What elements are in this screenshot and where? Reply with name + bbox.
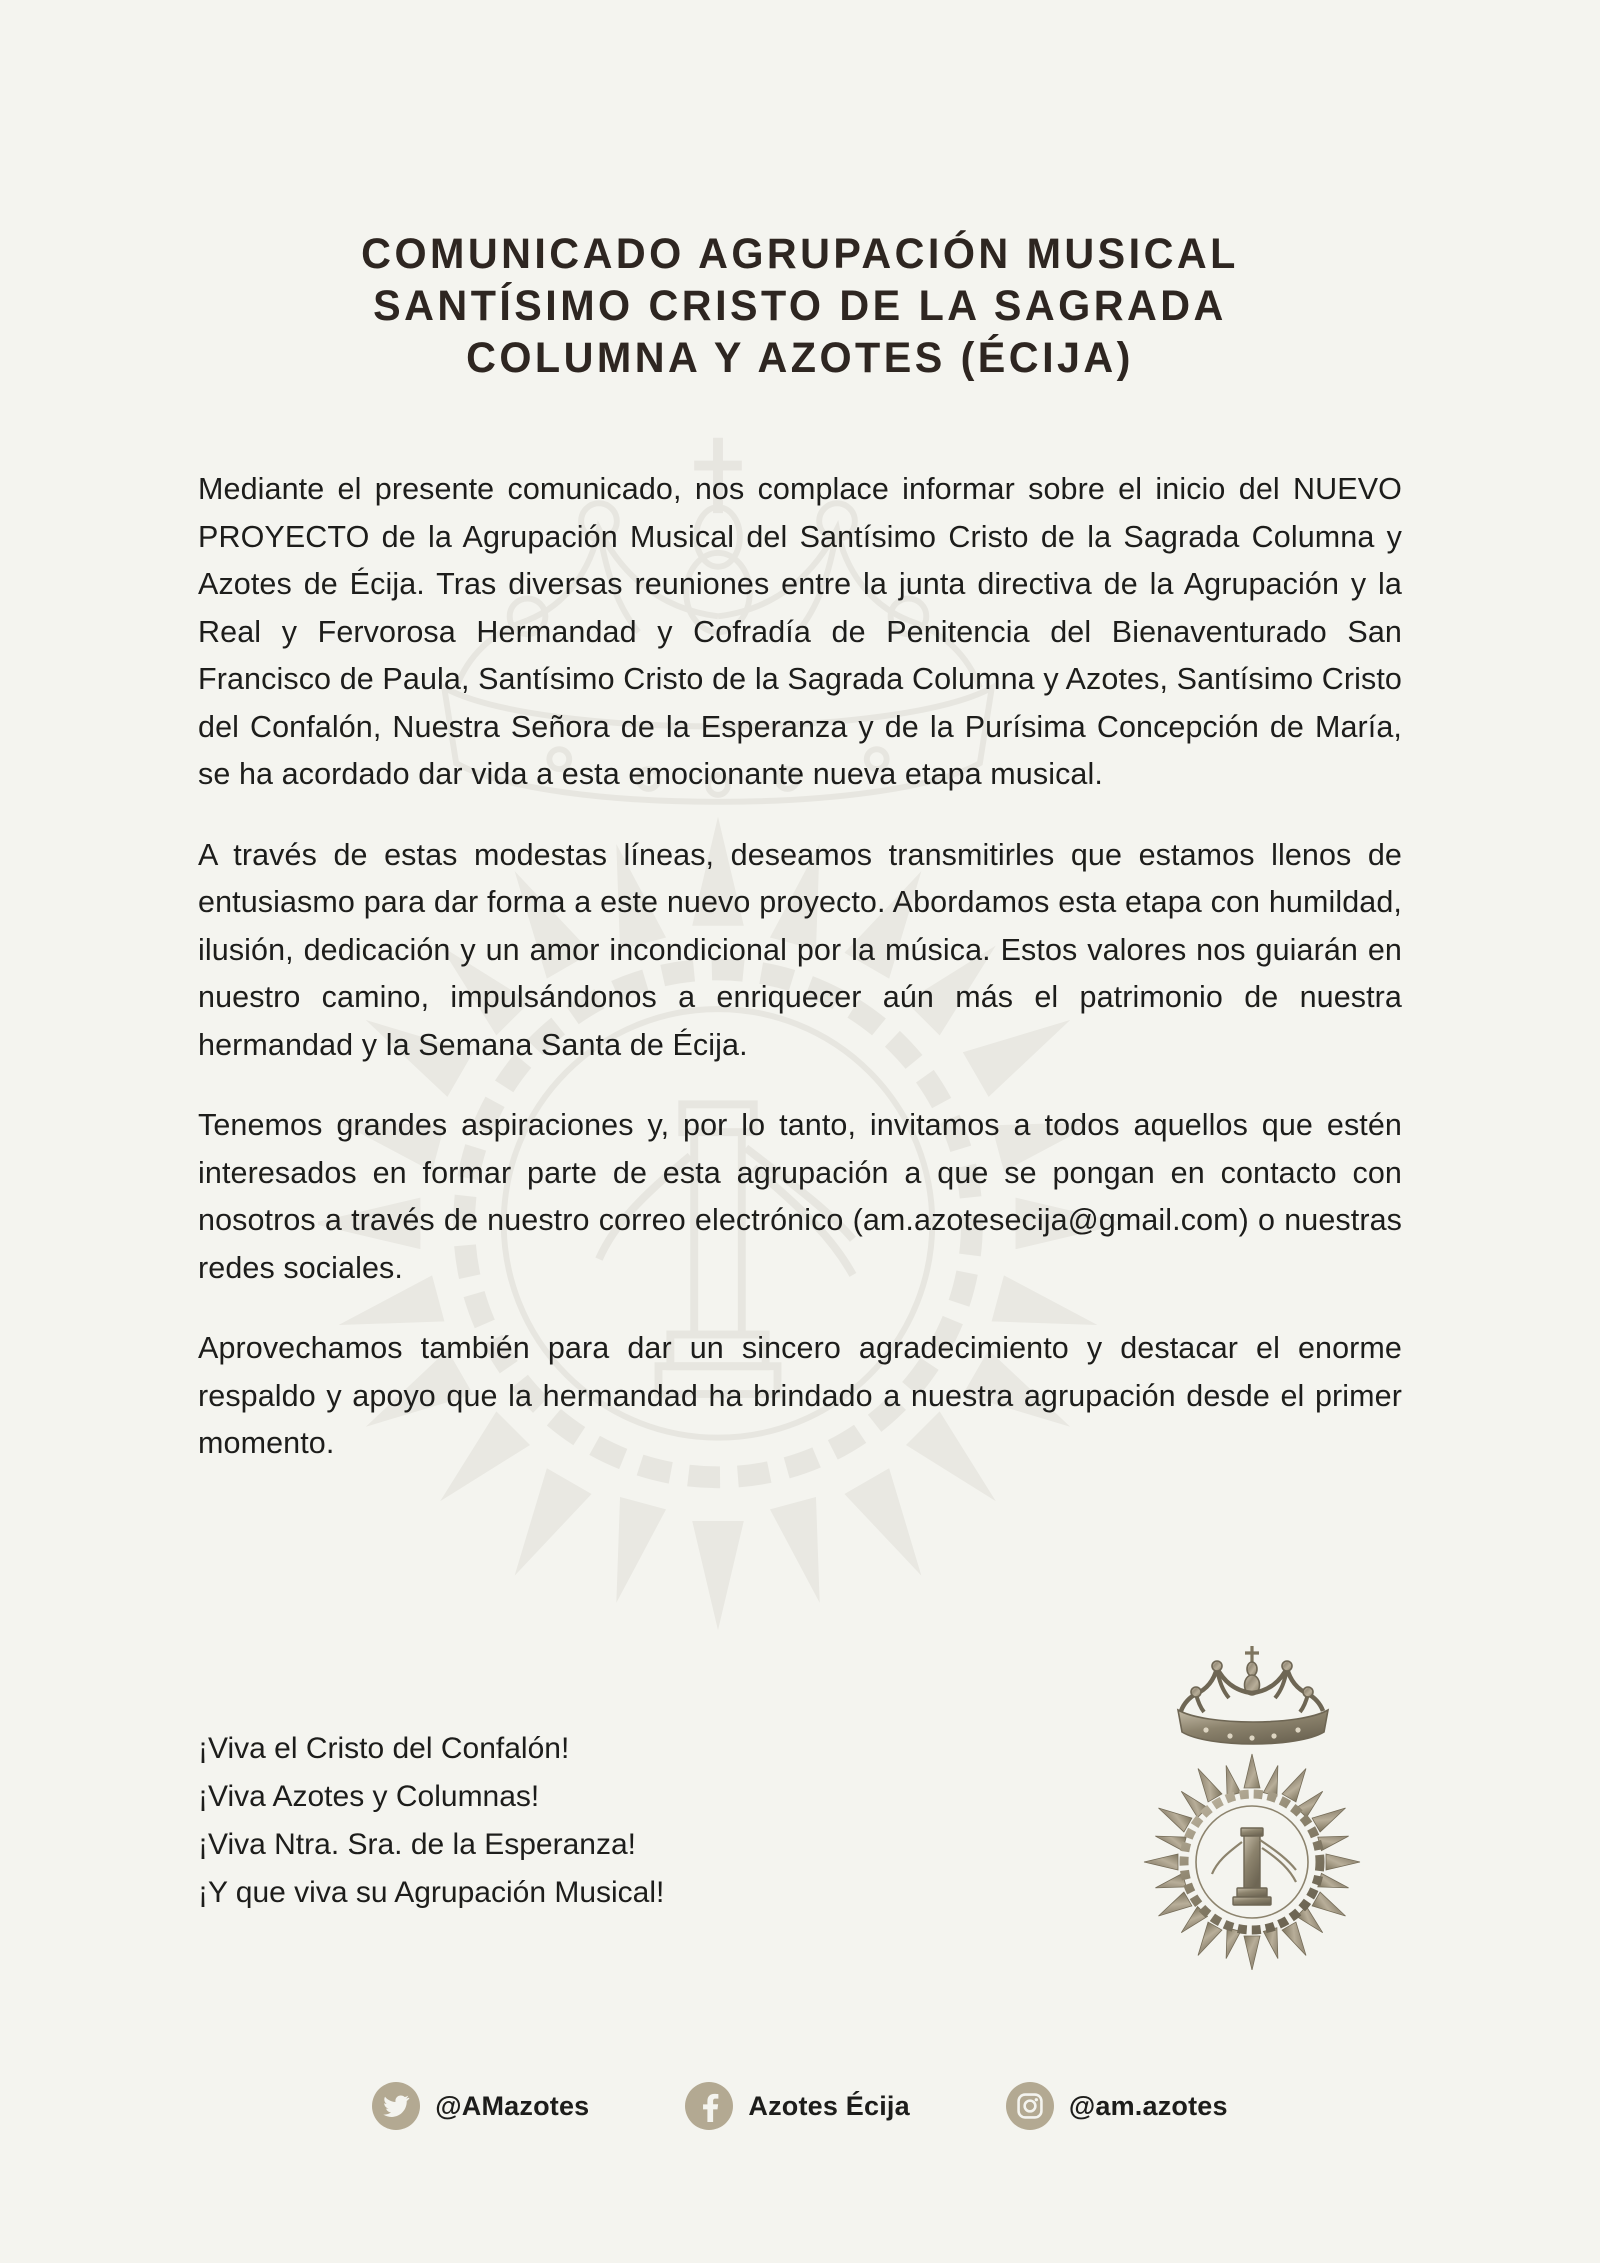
viva-acclamations	[198, 1725, 664, 1917]
crown-and-sunburst-column-emblem-icon	[1138, 1640, 1368, 1970]
paragraph-3: Tenemos grandes aspiraciones y, por lo tanto, invitamos a todos aquellos que estén interesados en formar parte de esta agrupación a que se pongan en contacto con nosotros a través de nuestro correo electrónico (am.azotesecija@gmail.com) o nuestras redes sociales.	[198, 1108, 1402, 1285]
social-links-bar	[0, 2082, 1600, 2130]
twitter-icon[interactable]	[372, 2082, 420, 2130]
social-handle-facebook: Azotes Écija	[748, 2090, 910, 2121]
viva-line-1: ¡Viva el Cristo del Confalón!	[198, 1732, 570, 1765]
facebook-icon[interactable]	[685, 2082, 733, 2130]
social-handle-instagram: @am.azotes	[1068, 2090, 1228, 2121]
body-copy	[198, 466, 1402, 1468]
social-handle-twitter: @AMazotes	[435, 2090, 590, 2121]
instagram-icon[interactable]	[1006, 2082, 1054, 2130]
social-link-twitter[interactable]	[372, 2082, 589, 2130]
page-title	[0, 228, 1600, 384]
viva-line-4: ¡Y que viva su Agrupación Musical!	[198, 1876, 665, 1909]
page-title-line-3: COLUMNA Y AZOTES (ÉCIJA)	[466, 334, 1134, 382]
paragraph-1: Mediante el presente comunicado, nos complace informar sobre el inicio del NUEVO PROYECTO de la Agrupación Musical del Santísimo Cristo de la Sagrada Columna y Azotes de Écija. Tras diversas reuniones entre la junta directiva de la Agrupación y la Real y Fervorosa Hermandad y Cofradía de Penitencia del Bienaventurado San Francisco de Paula, Santísimo Cristo de la Sagrada Columna y Azotes, Santísimo Cristo del Confalón, Nuestra Señora de la Esperanza y de la Purísima Concepción de María, se ha acordado dar vida a esta emocionante nueva etapa musical.	[198, 472, 1402, 791]
social-link-facebook[interactable]	[685, 2082, 909, 2130]
viva-line-3: ¡Viva Ntra. Sra. de la Esperanza!	[198, 1828, 636, 1861]
page-title-line-1: COMUNICADO AGRUPACIÓN MUSICAL	[361, 230, 1239, 278]
paragraph-4: Aprovechamos también para dar un sincero agradecimiento y destacar el enorme respaldo y apoyo que la hermandad ha brindado a nuestra agrupación desde el primer momento.	[198, 1331, 1402, 1460]
page-title-line-2: SANTÍSIMO CRISTO DE LA SAGRADA	[373, 282, 1227, 330]
viva-line-2: ¡Viva Azotes y Columnas!	[198, 1780, 540, 1813]
paragraph-2: A través de estas modestas líneas, deseamos transmitirles que estamos llenos de entusiasmo para dar forma a este nuevo proyecto. Abordamos esta etapa con humildad, ilusión, dedicación y un amor incondicional por la música. Estos valores nos guiarán en nuestro camino, impulsándonos a enriquecer aún más el patrimonio de nuestra hermandad y la Semana Santa de Écija.	[198, 837, 1402, 1062]
social-link-instagram[interactable]	[1006, 2082, 1228, 2130]
